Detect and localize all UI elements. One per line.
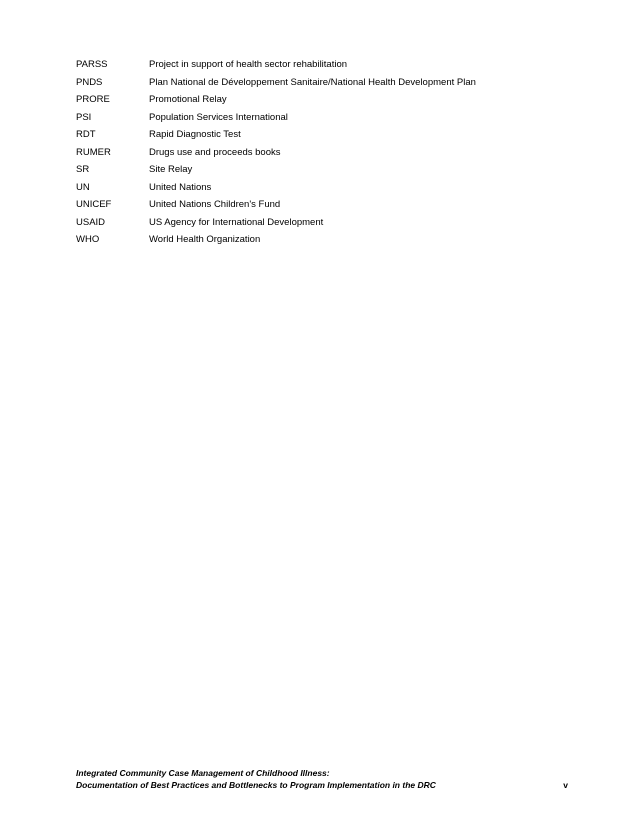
- abbreviation-definition: Drugs use and proceeds books: [149, 146, 281, 158]
- abbreviation-term: PNDS: [76, 76, 103, 88]
- abbreviation-term: PARSS: [76, 59, 108, 70]
- abbreviation-definition: Site Relay: [149, 164, 193, 175]
- abbreviation-row: [76, 196, 576, 214]
- abbreviation-row: [76, 231, 576, 249]
- abbreviation-definition: Project in support of health sector rehabilitation: [149, 59, 348, 70]
- abbreviation-term: UN: [76, 181, 90, 193]
- abbreviation-row: [76, 126, 576, 144]
- abbreviation-row: [76, 109, 576, 127]
- abbreviation-term: WHO: [76, 234, 100, 245]
- abbreviation-term: SR: [76, 164, 90, 175]
- abbreviation-term: PSI: [76, 111, 92, 123]
- abbreviation-definition: Population Services International: [149, 111, 288, 123]
- abbreviation-definition: World Health Organization: [149, 234, 261, 245]
- abbreviation-term: UNICEF: [76, 199, 112, 210]
- abbreviation-definition: Plan National de Développement Sanitaire/National Health Development Plan: [149, 76, 476, 88]
- abbreviation-term: USAID: [76, 216, 106, 228]
- abbreviation-row: [76, 179, 576, 197]
- abbreviation-definition: US Agency for International Development: [149, 216, 324, 228]
- footer-title-line-2: Documentation of Best Practices and Bottlenecks to Program Implementation in the DRC: [76, 780, 436, 790]
- footer-title-line-1: Integrated Community Case Management of Childhood Illness:: [76, 768, 330, 778]
- abbreviation-row: [76, 161, 576, 179]
- abbreviation-definition: Rapid Diagnostic Test: [149, 129, 241, 140]
- abbreviation-row: [76, 74, 576, 92]
- abbreviation-list: [76, 56, 576, 249]
- abbreviation-term: RDT: [76, 129, 96, 140]
- abbreviation-row: [76, 144, 576, 162]
- page-footer: [76, 767, 568, 791]
- page-number: v: [563, 780, 568, 790]
- abbreviation-row: [76, 91, 576, 109]
- abbreviation-term: PRORE: [76, 94, 110, 105]
- abbreviation-row: [76, 214, 576, 232]
- abbreviation-definition: United Nations: [149, 181, 212, 193]
- abbreviation-row: [76, 56, 576, 74]
- abbreviation-term: RUMER: [76, 146, 111, 158]
- abbreviation-definition: Promotional Relay: [149, 94, 227, 105]
- abbreviation-definition: United Nations Children's Fund: [149, 199, 281, 210]
